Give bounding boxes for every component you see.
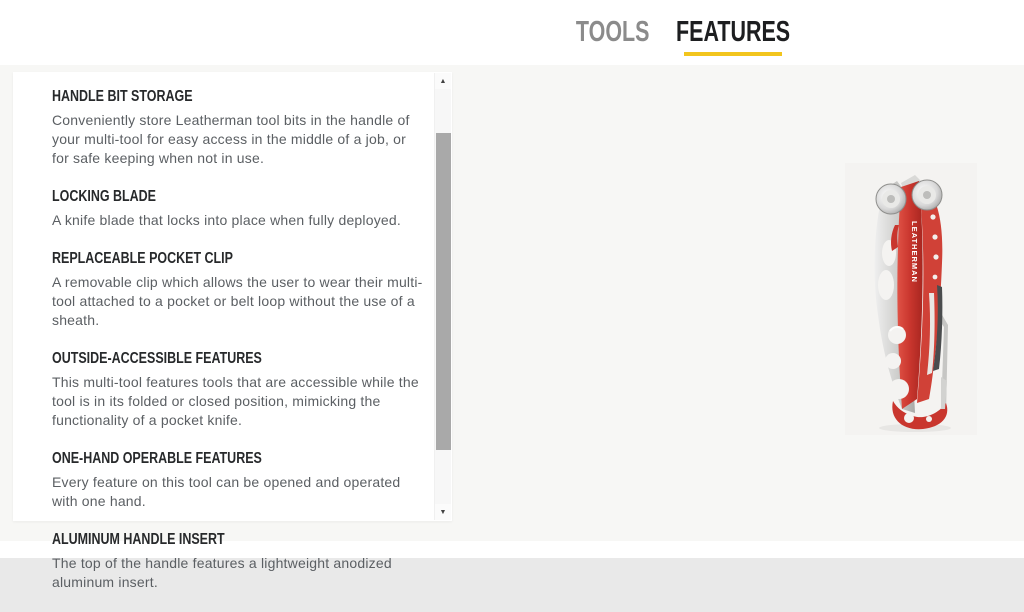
feature-title: OUTSIDE-ACCESSIBLE FEATURES	[52, 350, 262, 367]
features-scrollbar[interactable]	[434, 73, 451, 520]
tab-tools-label: TOOLS	[576, 16, 650, 48]
features-list	[52, 88, 424, 612]
feature-description: A knife blade that locks into place when fully deployed.	[52, 212, 401, 228]
scroll-down-button[interactable]	[435, 504, 451, 520]
feature-description: Conveniently store Leatherman tool bits in the handle of your multi-tool for easy access in the middle of a job, or for safe keeping when not in use.	[52, 112, 410, 166]
feature-title: REPLACEABLE POCKET CLIP	[52, 250, 233, 267]
chevron-up-icon: ▲	[439, 77, 447, 85]
feature-item-locking-blade	[52, 188, 424, 230]
feature-item-replaceable-pocket-clip	[52, 250, 424, 330]
feature-description: This multi-tool features tools that are accessible while the tool is in its folded or closed position, mimicking the functionality of a pocket knife.	[52, 374, 419, 428]
feature-title: ALUMINUM HANDLE INSERT	[52, 531, 225, 548]
feature-item-outside-accessible	[52, 350, 424, 430]
tab-header	[0, 0, 1024, 65]
brand-text-on-tool: LEATHERMAN	[910, 221, 919, 283]
product-image	[845, 163, 977, 435]
multitool-illustration	[845, 163, 977, 435]
feature-description: Every feature on this tool can be opened and operated with one hand.	[52, 474, 401, 509]
tab-features-label: FEATURES	[675, 16, 791, 48]
feature-title: ONE-HAND OPERABLE FEATURES	[52, 450, 262, 467]
feature-title: LOCKING BLADE	[52, 188, 156, 205]
feature-description: The top of the handle features a lightweight anodized aluminum insert.	[52, 555, 392, 590]
feature-description: A removable clip which allows the user to wear their multi-tool attached to a pocket or belt loop without the use of a sheath.	[52, 274, 423, 328]
feature-title: HANDLE BIT STORAGE	[52, 88, 193, 105]
scrollbar-thumb[interactable]	[436, 133, 451, 450]
features-card[interactable]	[13, 72, 452, 590]
chevron-down-icon: ▼	[439, 508, 447, 516]
features-section	[0, 65, 1024, 590]
tab-bar	[576, 0, 791, 65]
tab-features[interactable]	[675, 16, 791, 49]
feature-item-one-hand-operable	[52, 450, 424, 511]
scroll-up-button[interactable]	[435, 73, 451, 89]
feature-item-handle-bit-storage	[52, 88, 424, 168]
tab-tools[interactable]	[578, 16, 648, 49]
feature-item-aluminum-handle-insert	[52, 531, 424, 592]
